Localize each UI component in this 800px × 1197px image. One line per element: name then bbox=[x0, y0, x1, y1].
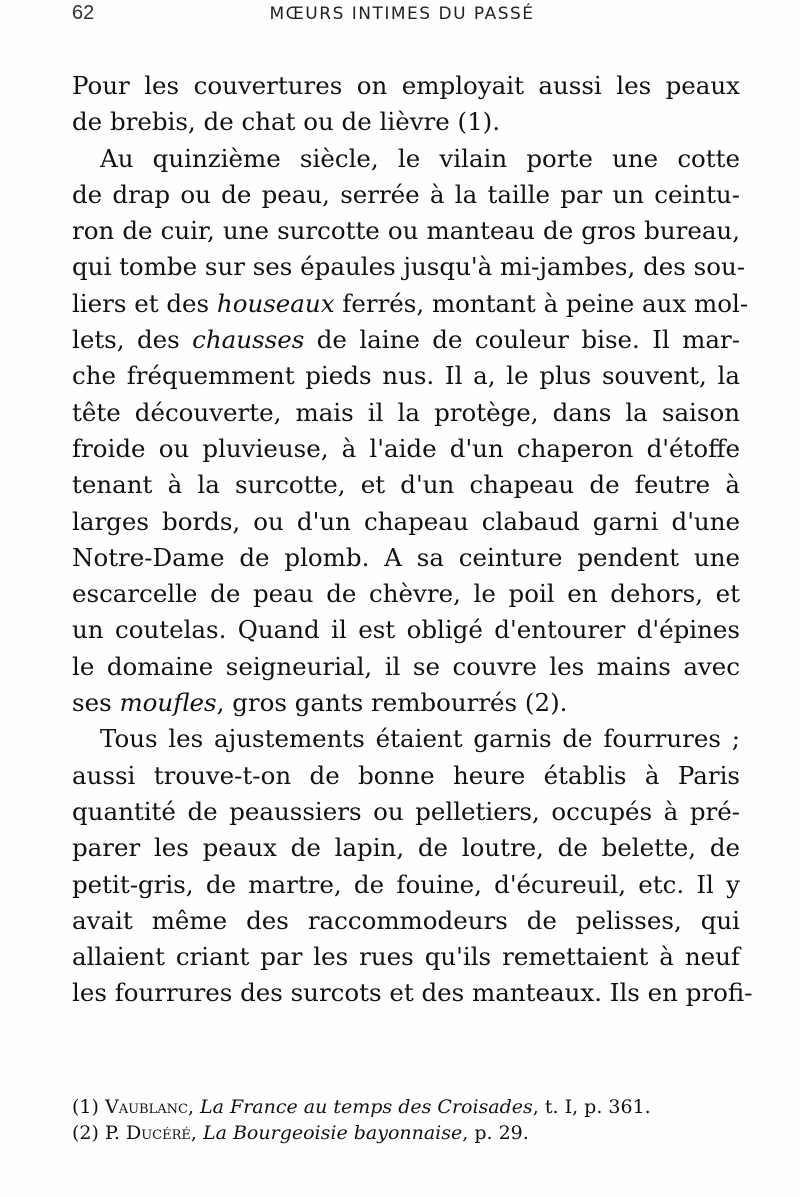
text-line: Au quinzième siècle, le vilain porte une cotte bbox=[100, 143, 740, 173]
footnote-author: Vaublanc bbox=[104, 1096, 188, 1118]
footnote-title: La Bourgeoisie bayonnaise bbox=[202, 1122, 463, 1144]
italic-term: houseaux bbox=[216, 288, 335, 318]
text-line: de brebis, de chat ou de lièvre (1). bbox=[72, 107, 501, 137]
text-line: froide ou pluvieuse, à l'aide d'un chaperon d'étoffe bbox=[72, 433, 740, 463]
text-line: tête découverte, mais il la protège, dans la saison bbox=[72, 397, 740, 427]
text-line: de drap ou de peau, serrée à la taille par un ceintu- bbox=[72, 179, 740, 209]
text-line: Notre-Dame de plomb. A sa ceinture pendent une bbox=[72, 542, 740, 572]
italic-term: moufles bbox=[119, 688, 217, 718]
body-text bbox=[72, 68, 753, 1012]
text-line: aussi trouve-t-on de bonne heure établis à Paris bbox=[72, 760, 740, 790]
text-line: allaient criant par les rues qu'ils remettaient à neuf bbox=[72, 942, 740, 972]
text-line: ron de cuir, une surcotte ou manteau de gros bureau, bbox=[72, 216, 740, 246]
text-line: che fréquemment pieds nus. Il a, le plus souvent, la bbox=[72, 361, 740, 391]
text-line: un coutelas. Quand il est obligé d'entourer d'épines bbox=[72, 615, 740, 645]
text-line: Tous les ajustements étaient garnis de fourrures ; bbox=[100, 724, 740, 754]
text-line: liers et des houseaux ferrés, montant à peine aux mol- bbox=[72, 288, 749, 318]
text-line: quantité de peaussiers ou pelletiers, occupés à pré- bbox=[72, 796, 740, 826]
running-head: MŒURS INTIMES DU PASSÉ bbox=[269, 4, 535, 24]
text-line: les fourrures des surcots et des manteaux. Ils en profi- bbox=[72, 978, 753, 1008]
footnote: (2) P. Ducéré, La Bourgeoisie bayonnaise, p. 29. bbox=[72, 1122, 529, 1144]
text-line: larges bords, ou d'un chapeau clabaud garni d'une bbox=[72, 506, 740, 536]
italic-term: chausses bbox=[192, 325, 305, 355]
text-line: tenant à la surcotte, et d'un chapeau de feutre à bbox=[72, 470, 740, 500]
footnote: (1) Vaublanc, La France au temps des Croisades, t. I, p. 361. bbox=[72, 1096, 651, 1118]
text-line: le domaine seigneurial, il se couvre les mains avec bbox=[72, 651, 740, 681]
text-line: petit-gris, de martre, de fouine, d'écureuil, etc. Il y bbox=[72, 869, 740, 899]
footnote-author: P. Ducéré bbox=[104, 1122, 191, 1144]
text-line: Pour les couvertures on employait aussi les peaux bbox=[72, 71, 740, 100]
footnote-title: La France au temps des Croisades bbox=[200, 1096, 533, 1118]
text-line: ses moufles, gros gants rembourrés (2). bbox=[72, 688, 568, 718]
text-line: escarcelle de peau de chèvre, le poil en dehors, et bbox=[72, 579, 740, 609]
text-line: lets, des chausses de laine de couleur bise. Il mar- bbox=[72, 325, 741, 355]
page-header bbox=[72, 0, 732, 40]
footnotes bbox=[72, 1094, 740, 1146]
text-line: qui tombe sur ses épaules jusqu'à mi-jambes, des sou- bbox=[72, 252, 746, 282]
text-line: avait même des raccommodeurs de pelisses, qui bbox=[72, 905, 740, 935]
text-line: parer les peaux de lapin, de loutre, de belette, de bbox=[72, 833, 740, 863]
page-number: 62 bbox=[72, 2, 95, 24]
